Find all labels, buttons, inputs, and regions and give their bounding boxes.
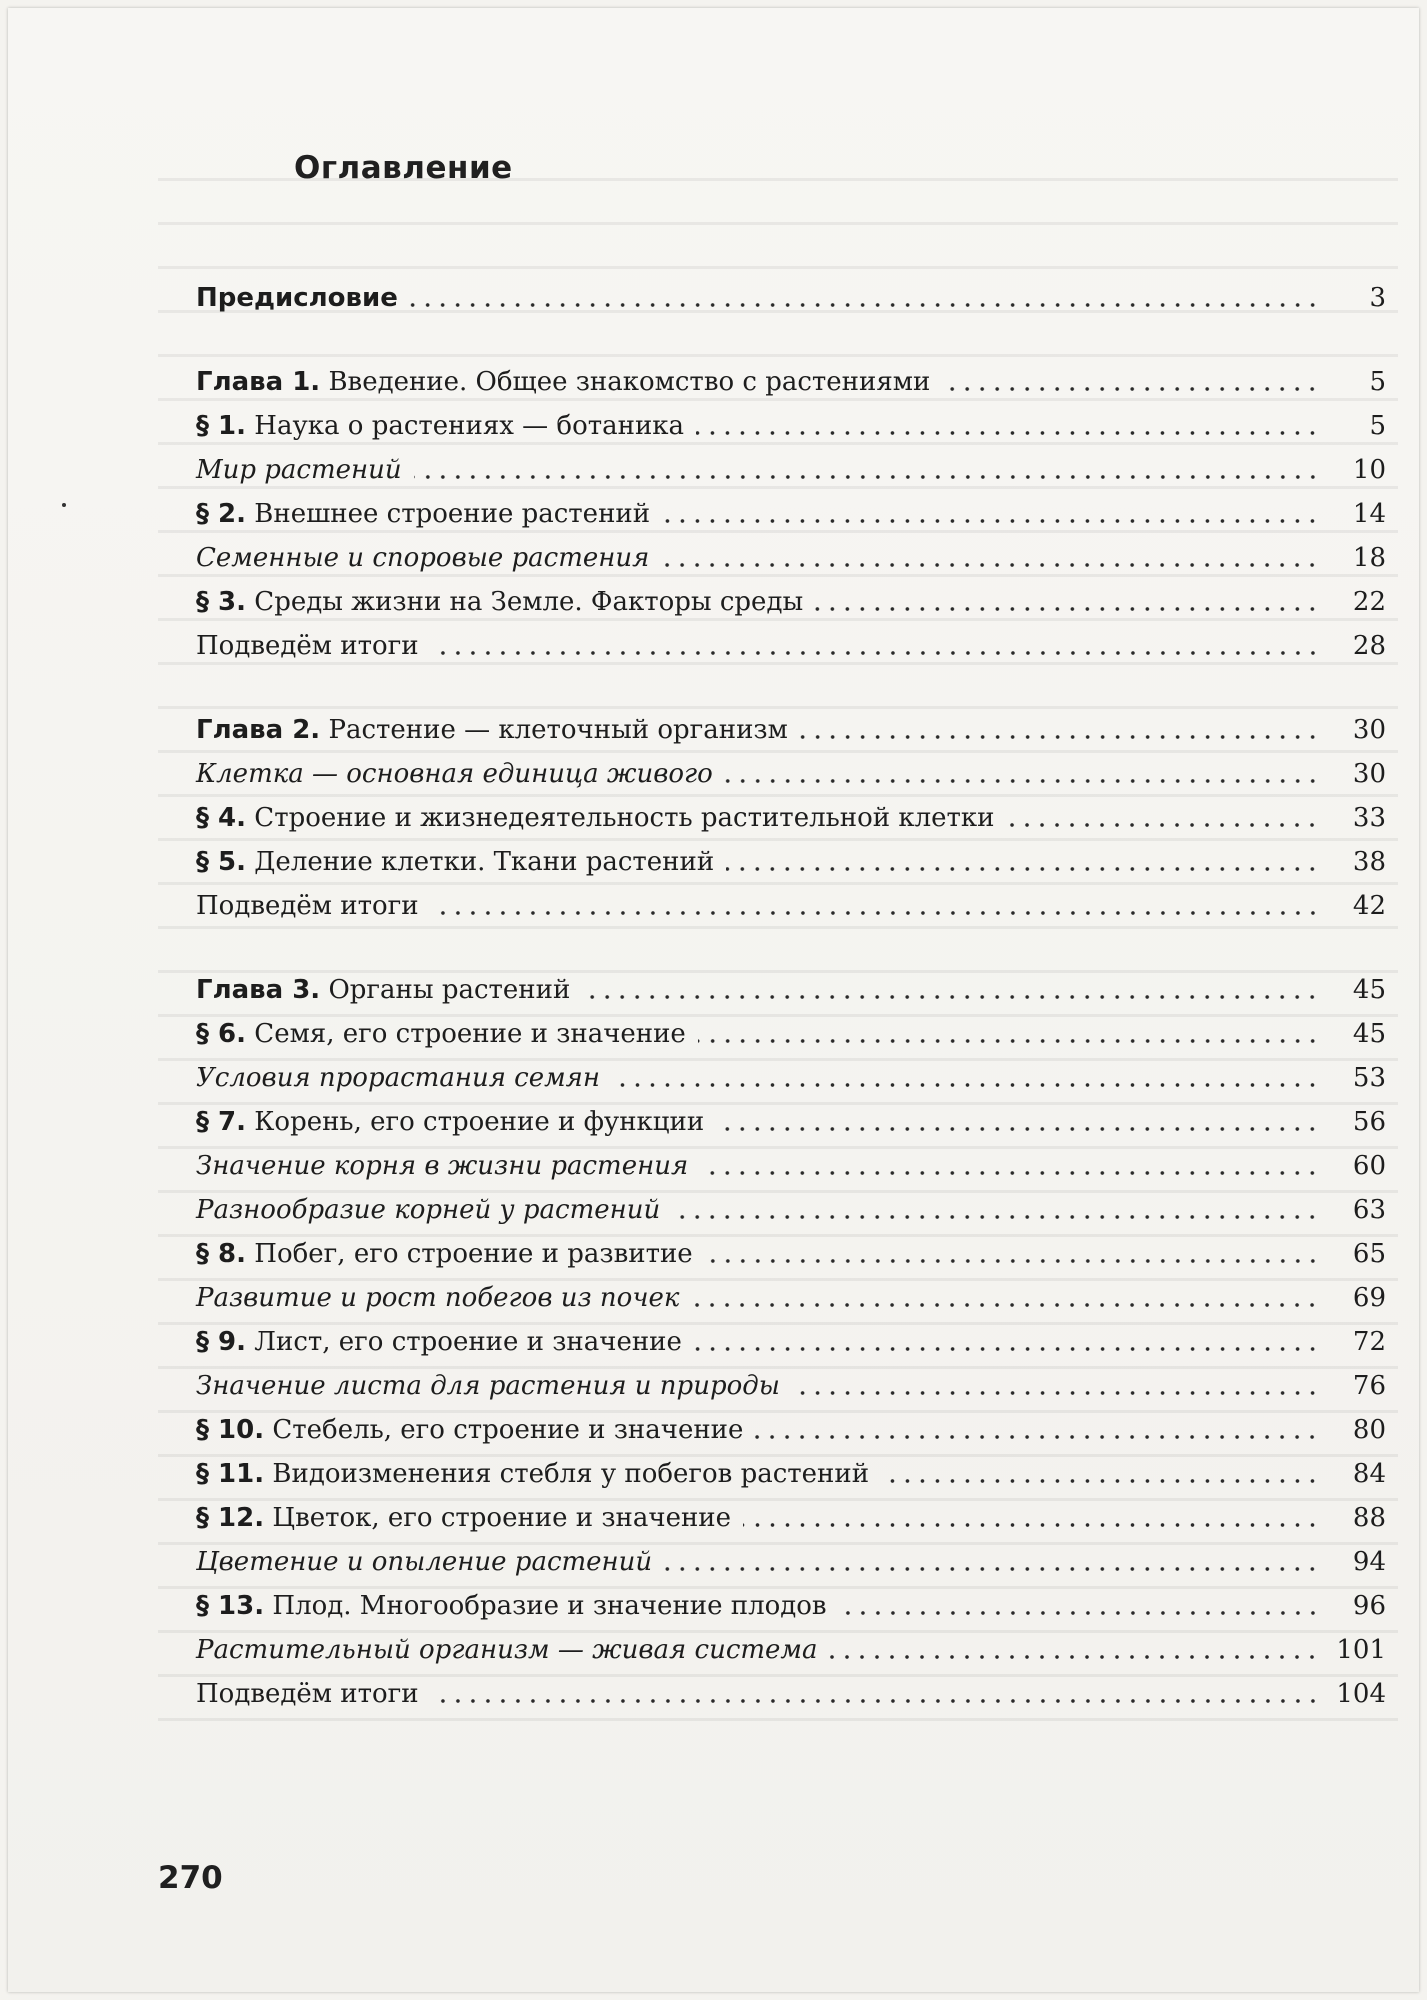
dot-leader [582,993,1320,1001]
toc-entry [196,1320,1386,1364]
toc-entry-label [196,1496,731,1540]
toc-entry-text: Деление клетки. Ткани растений [246,847,715,877]
table-of-contents [196,276,1386,1716]
toc-entry-label [196,1320,682,1364]
dot-leader [942,385,1320,393]
toc-entry [196,1672,1386,1716]
toc-entry-text: Корень, его строение и функции [246,1107,705,1137]
toc-entry-number: § 8. [196,1239,247,1269]
toc-entry [196,884,1386,928]
toc-entry-number: § 1. [196,411,247,441]
toc-entry-number: § 13. [196,1591,265,1621]
toc-entry-label [196,276,398,320]
toc-entry-page: 96 [1352,1591,1386,1621]
toc-entry-label [196,1276,679,1320]
toc-entry-page: 45 [1352,975,1386,1005]
toc-entry-page: 5 [1369,411,1386,441]
toc-entry-page: 3 [1369,283,1386,313]
toc-entry [196,1496,1386,1540]
toc-entry-label [196,1584,827,1628]
toc-entry-label [196,624,419,668]
toc-entry-page: 45 [1352,1019,1386,1049]
toc-entry-text: Значение листа для растения и природы [196,1371,780,1401]
dot-leader [698,1037,1320,1045]
dot-leader [431,1697,1320,1705]
dot-leader [664,1565,1320,1573]
dot-leader [792,1389,1320,1397]
toc-entry-page: 18 [1352,543,1386,573]
toc-entry-page: 28 [1352,631,1386,661]
toc-entry-page: 101 [1336,1635,1386,1665]
toc-entry-text: Цветок, его строение и значение [264,1503,731,1533]
toc-entry-page: 56 [1352,1107,1386,1137]
dot-leader [431,909,1320,917]
dot-leader [716,1125,1320,1133]
toc-entry-page: 5 [1369,367,1386,397]
dot-leader [410,301,1320,309]
toc-entry [196,968,1386,1012]
toc-entry-label [196,448,402,492]
dot-leader [829,1653,1320,1661]
toc-title: Оглавление [294,150,513,186]
dot-leader [725,777,1320,785]
toc-entry-label [196,404,684,448]
toc-entry-number: § 6. [196,1019,247,1049]
toc-entry-page: 53 [1352,1063,1386,1093]
toc-entry-page: 69 [1352,1283,1386,1313]
dot-leader [691,1301,1320,1309]
toc-entry-page: 30 [1352,759,1386,789]
toc-entry-label [196,1452,869,1496]
toc-entry-label [196,1408,743,1452]
dot-leader [662,517,1320,525]
toc-entry-number: Глава 1. [196,367,321,397]
toc-entry-page: 60 [1352,1151,1386,1181]
toc-entry-label [196,1188,660,1232]
toc-entry-text: Наука о растениях — ботаника [246,411,685,441]
dot-leader [700,1169,1320,1177]
toc-entry [196,1452,1386,1496]
print-speck [62,503,66,507]
toc-entry-text: Органы растений [320,975,571,1005]
dot-leader [743,1521,1320,1529]
toc-entry [196,580,1386,624]
toc-entry-page: 38 [1352,847,1386,877]
toc-entry-page: 33 [1352,803,1386,833]
toc-entry-label [196,360,930,404]
toc-entry-label [196,1364,780,1408]
toc-entry-text: Разнообразие корней у растений [196,1195,661,1225]
toc-entry-label [196,752,713,796]
toc-entry [196,752,1386,796]
dot-leader [431,649,1320,657]
dot-leader [705,1257,1320,1265]
dot-leader [881,1477,1320,1485]
toc-entry-label [196,1232,693,1276]
toc-entry-text: Подведём итоги [196,1679,419,1709]
toc-entry [196,1232,1386,1276]
toc-entry-text: Цветение и опыление растений [196,1547,653,1577]
toc-entry-label [196,1540,652,1584]
toc-entry-page: 88 [1352,1503,1386,1533]
toc-entry-text: Клетка — основная единица живого [196,759,713,789]
toc-entry [196,1188,1386,1232]
toc-entry-number: Глава 3. [196,975,321,1005]
dot-leader [755,1433,1320,1441]
book-page [8,8,1419,1992]
toc-entry [196,1364,1386,1408]
toc-entry [196,840,1386,884]
toc-entry-page: 30 [1352,715,1386,745]
toc-entry-text: Внешнее строение растений [246,499,651,529]
toc-entry-label [196,1100,704,1144]
toc-entry-number: § 5. [196,847,247,877]
toc-entry-text: Среды жизни на Земле. Факторы среды [246,587,804,617]
toc-entry-label [196,1056,600,1100]
toc-entry-number: Глава 2. [196,715,321,745]
toc-entry-text: Предисловие [196,283,398,313]
toc-entry [196,1540,1386,1584]
dot-leader [1006,821,1320,829]
toc-entry-text: Развитие и рост побегов из почек [196,1283,680,1313]
toc-entry-text: Подведём итоги [196,631,419,661]
toc-entry-label [196,1012,686,1056]
toc-entry-label [196,536,649,580]
toc-entry [196,1584,1386,1628]
toc-entry [196,796,1386,840]
dot-leader [414,473,1320,481]
toc-entry [196,492,1386,536]
toc-entry [196,536,1386,580]
toc-entry-label [196,492,650,536]
dot-leader [694,1345,1320,1353]
toc-entry-label [196,884,419,928]
toc-entry-text: Введение. Общее знакомство с растениями [320,367,931,397]
toc-entry-text: Семенные и споровые растения [196,543,650,573]
dot-leader [815,605,1320,613]
toc-entry [196,1276,1386,1320]
toc-entry [196,276,1386,320]
toc-entry-label [196,1672,419,1716]
toc-entry-number: § 7. [196,1107,247,1137]
toc-entry-page: 80 [1352,1415,1386,1445]
toc-entry-page: 42 [1352,891,1386,921]
toc-entry-text: Семя, его строение и значение [246,1019,686,1049]
toc-entry-page: 72 [1352,1327,1386,1357]
dot-leader [672,1213,1320,1221]
toc-entry-number: § 2. [196,499,247,529]
toc-entry [196,708,1386,752]
dot-leader [612,1081,1320,1089]
dot-leader [696,429,1320,437]
dot-leader [800,733,1320,741]
toc-entry [196,1144,1386,1188]
toc-entry-text: Побег, его строение и развитие [246,1239,693,1269]
toc-entry-page: 10 [1352,455,1386,485]
toc-entry-number: § 10. [196,1415,265,1445]
toc-entry-text: Стебель, его строение и значение [264,1415,744,1445]
toc-entry-number: § 11. [196,1459,265,1489]
toc-entry [196,404,1386,448]
toc-entry-text: Растение — клеточный организм [320,715,788,745]
toc-entry-text: Лист, его строение и значение [246,1327,682,1357]
toc-entry-label [196,840,714,884]
toc-entry-label [196,1628,817,1672]
toc-entry [196,1056,1386,1100]
toc-entry [196,1628,1386,1672]
dot-leader [726,865,1320,873]
toc-entry-page: 65 [1352,1239,1386,1269]
dot-leader [661,561,1320,569]
toc-entry-page: 84 [1352,1459,1386,1489]
toc-entry [196,624,1386,668]
toc-entry-number: § 12. [196,1503,265,1533]
toc-entry-number: § 9. [196,1327,247,1357]
toc-entry-page: 63 [1352,1195,1386,1225]
toc-entry-text: Видоизменения стебля у побегов растений [264,1459,870,1489]
dot-leader [839,1609,1320,1617]
toc-entry [196,360,1386,404]
toc-entry-text: Мир растений [196,455,402,485]
toc-entry-label [196,1144,688,1188]
page-number: 270 [158,1860,223,1896]
toc-entry-page: 22 [1352,587,1386,617]
toc-entry-page: 14 [1352,499,1386,529]
toc-entry-label [196,968,570,1012]
toc-entry-number: § 3. [196,587,247,617]
toc-entry-label [196,796,994,840]
toc-entry [196,448,1386,492]
toc-entry-page: 76 [1352,1371,1386,1401]
toc-entry-label [196,708,788,752]
toc-entry [196,1408,1386,1452]
toc-entry-text: Подведём итоги [196,891,419,921]
toc-entry-text: Значение корня в жизни растения [196,1151,689,1181]
toc-entry-label [196,580,803,624]
toc-entry-text: Условия прорастания семян [196,1063,601,1093]
toc-entry-text: Строение и жизнедеятельность растительной клетки [246,803,995,833]
toc-entry-page: 94 [1352,1547,1386,1577]
toc-entry-text: Плод. Многообразие и значение плодов [264,1591,827,1621]
toc-entry-text: Растительный организм — живая система [196,1635,818,1665]
toc-entry-page: 104 [1336,1679,1386,1709]
toc-entry [196,1012,1386,1056]
toc-entry [196,1100,1386,1144]
toc-entry-number: § 4. [196,803,247,833]
